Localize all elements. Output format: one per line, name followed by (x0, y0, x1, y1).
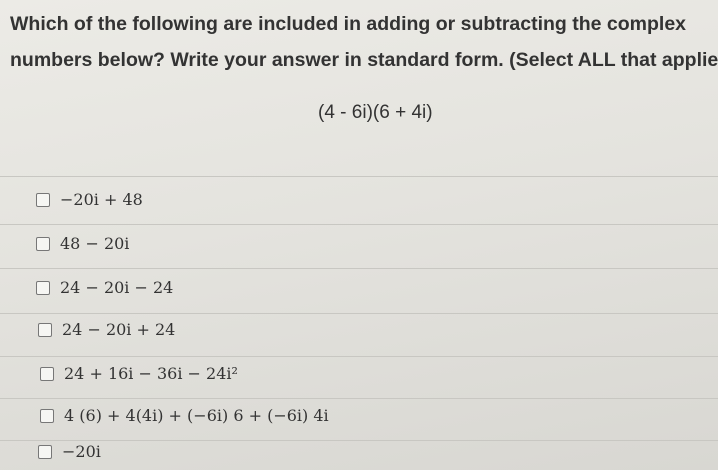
option-7[interactable] (38, 442, 101, 461)
checkbox[interactable] (38, 445, 52, 459)
question-line-2: numbers below? Write your answer in standard form. (Select ALL that applie (10, 49, 718, 71)
option-6[interactable] (40, 406, 329, 425)
option-label: 48 − 20i (60, 234, 130, 253)
expression: (4 - 6i)(6 + 4i) (318, 102, 433, 123)
option-label: 4 (6) + 4(4i) + (−6i) 6 + (−6i) 4i (64, 406, 329, 425)
divider (0, 440, 718, 441)
option-label: 24 − 20i + 24 (62, 320, 176, 339)
option-label: 24 − 20i − 24 (60, 278, 174, 297)
option-4[interactable] (38, 320, 175, 339)
option-2[interactable] (36, 234, 129, 253)
question-text (10, 8, 718, 80)
option-1[interactable] (36, 190, 143, 209)
divider (0, 224, 718, 225)
checkbox[interactable] (36, 237, 50, 251)
checkbox[interactable] (36, 281, 50, 295)
divider (0, 268, 718, 269)
checkbox[interactable] (40, 409, 54, 423)
divider (0, 313, 718, 314)
checkbox[interactable] (38, 323, 52, 337)
divider (0, 398, 718, 399)
checkbox[interactable] (36, 193, 50, 207)
option-label: −20i + 48 (60, 190, 143, 209)
option-5[interactable] (40, 364, 238, 383)
option-label: −20i (62, 442, 101, 461)
divider (0, 356, 718, 357)
checkbox[interactable] (40, 367, 54, 381)
divider (0, 176, 718, 177)
option-label: 24 + 16i − 36i − 24i² (64, 364, 238, 383)
question-line-1: Which of the following are included in adding or subtracting the complex (10, 13, 687, 35)
option-3[interactable] (36, 278, 173, 297)
